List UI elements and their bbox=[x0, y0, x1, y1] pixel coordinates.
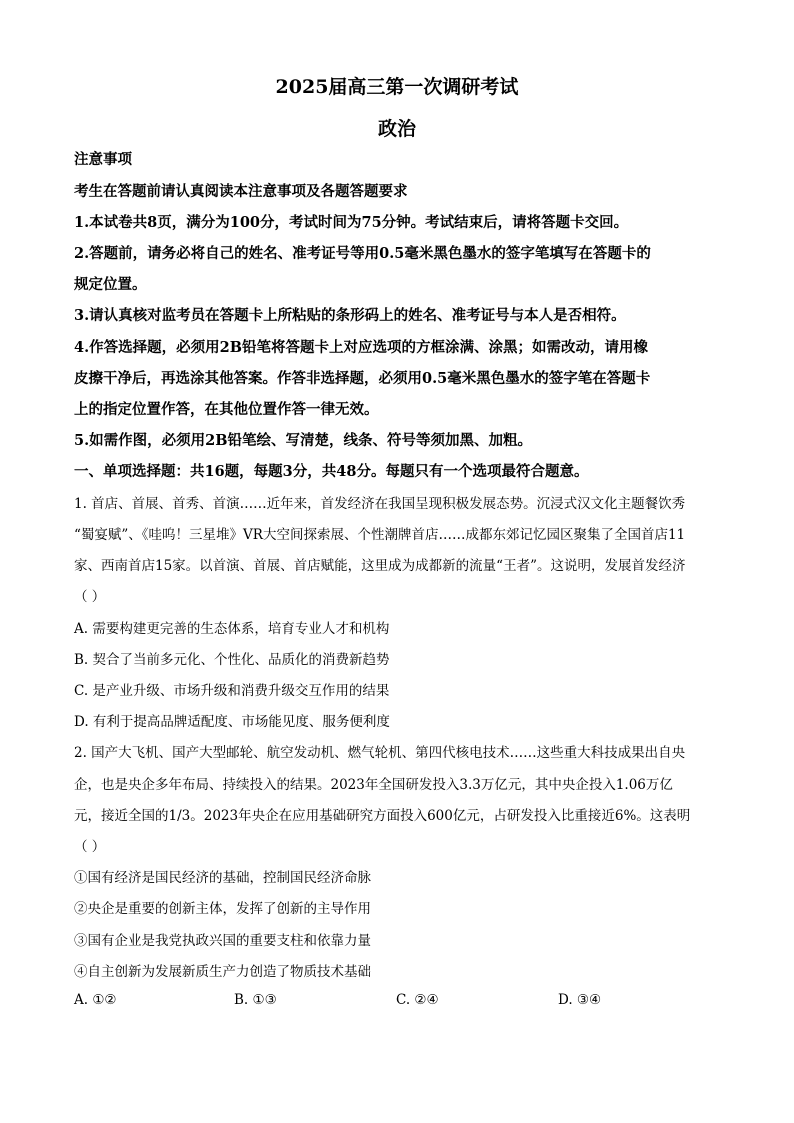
q1-answer-blank: （ ） bbox=[74, 589, 106, 605]
q2-statement-4: ④自主创新为发展新质生产力创造了物质技术基础 bbox=[74, 964, 371, 980]
q2-stem-line: 企，也是央企多年布局、持续投入的结果。2023年全国研发投入3.3万亿元，其中央企投入1.06万亿 bbox=[74, 777, 673, 793]
q1-option-d: D. 有利于提高品牌适配度、市场能见度、服务便利度 bbox=[74, 714, 390, 730]
notice-line: 皮擦干净后，再选涂其他答案。作答非选择题，必须用0.5毫米黑色墨水的签字笔在答题卡 bbox=[74, 370, 651, 387]
q1-option-a: A. 需要构建更完善的生态体系，培育专业人才和机构 bbox=[74, 621, 390, 637]
q2-options bbox=[74, 992, 724, 1012]
exam-subject: 政治 bbox=[377, 118, 416, 140]
q2-statement-2: ②央企是重要的创新主体，发挥了创新的主导作用 bbox=[74, 901, 371, 917]
q2-statement-3: ③国有企业是我党执政兴国的重要支柱和依靠力量 bbox=[74, 933, 371, 949]
notice-line: 规定位置。 bbox=[74, 276, 147, 293]
q1-stem-line: “蜀宴赋”、《哇呜！三星堆》VR大空间探索展、个性潮牌首店……成都东郊记忆园区聚集了全国首店11 bbox=[74, 527, 686, 543]
q2-option-d: D. ③④ bbox=[558, 992, 602, 1008]
q2-answer-blank: （ ） bbox=[74, 839, 106, 855]
notice-line: 1.本试卷共8页，满分为100分，考试时间为75分钟。考试结束后，请将答题卡交回。 bbox=[74, 214, 629, 231]
q2-statement-1: ①国有经济是国民经济的基础，控制国民经济命脉 bbox=[74, 870, 371, 886]
q2-option-a: A. ①② bbox=[74, 992, 117, 1008]
q1-stem-line: 1. 首店、首展、首秀、首演……近年来，首发经济在我国呈现积极发展态势。沉浸式汉文化主题餐饮秀 bbox=[74, 496, 686, 512]
notice-subheading: 考生在答题前请认真阅读本注意事项及各题答题要求 bbox=[74, 183, 408, 200]
notice-line: 4.作答选择题，必须用2B铅笔将答题卡上对应选项的方框涂满、涂黑；如需改动，请用橡 bbox=[74, 339, 648, 356]
section-heading: 一、单项选择题：共16题，每题3分，共48分。每题只有一个选项最符合题意。 bbox=[74, 463, 589, 480]
q2-option-b: B. ①③ bbox=[234, 992, 277, 1008]
notice-line: 5.如需作图，必须用2B铅笔绘、写清楚，线条、符号等须加黑、加粗。 bbox=[74, 432, 532, 449]
q2-stem-line: 2. 国产大飞机、国产大型邮轮、航空发动机、燃气轮机、第四代核电技术……这些重大科技成果出自央 bbox=[74, 745, 686, 761]
exam-title: 2025届高三第一次调研考试 bbox=[275, 76, 519, 98]
q1-option-b: B. 契合了当前多元化、个性化、品质化的消费新趋势 bbox=[74, 652, 390, 668]
notice-line: 3.请认真核对监考员在答题卡上所粘贴的条形码上的姓名、准考证号与本人是否相符。 bbox=[74, 307, 626, 324]
q1-option-c: C. 是产业升级、市场升级和消费升级交互作用的结果 bbox=[74, 683, 390, 699]
q2-stem-line: 元，接近全国的1/3。2023年央企在应用基础研究方面投入600亿元，占研发投入比重接近6%。这表明 bbox=[74, 808, 691, 824]
notice-line: 上的指定位置作答，在其他位置作答一律无效。 bbox=[74, 401, 379, 418]
notice-line: 2.答题前，请务必将自己的姓名、准考证号等用0.5毫米黑色墨水的签字笔填写在答题卡的 bbox=[74, 245, 651, 262]
notice-heading: 注意事项 bbox=[74, 151, 132, 168]
q1-stem-line: 家、西南首店15家。以首演、首展、首店赋能，这里成为成都新的流量“王者”。这说明，发展首发经济 bbox=[74, 558, 686, 574]
q2-option-c: C. ②④ bbox=[396, 992, 439, 1008]
